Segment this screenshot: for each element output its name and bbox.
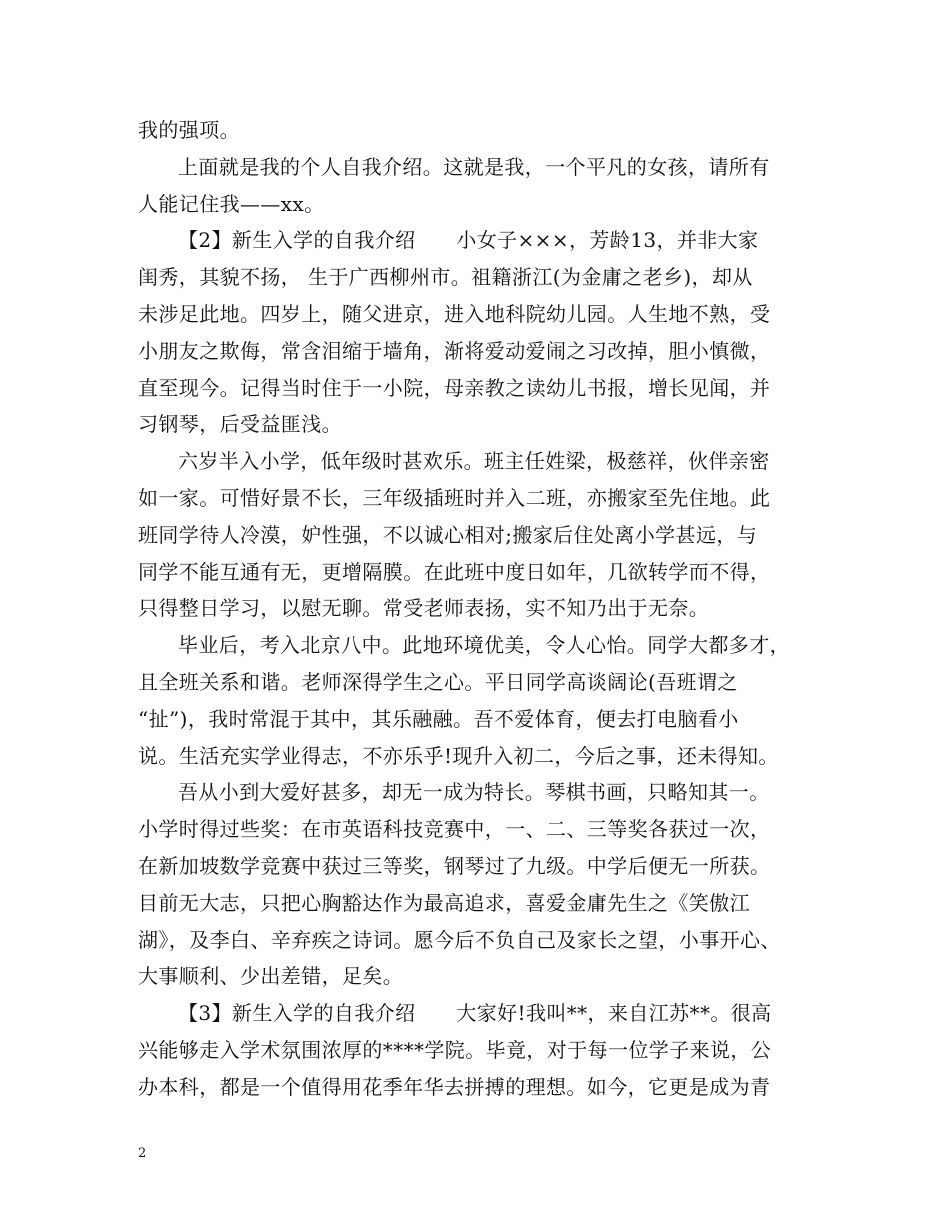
text-line: 六岁半入小学，低年级时甚欢乐。班主任姓梁，极慈祥，伙伴亲密 <box>178 449 770 474</box>
text-line: 习钢琴，后受益匪浅。 <box>138 412 342 437</box>
text-line: 【3】新生入学的自我介绍 大家好!我叫**，来自江苏**。很高 <box>178 1001 772 1026</box>
body-text <box>138 112 828 1106</box>
text-line: 吾从小到大爱好甚多，却无一成为特长。琴棋书画，只略知其一。 <box>178 780 770 805</box>
text-line: 说。生活充实学业得志，不亦乐乎!现升入初二，今后之事，还未得知。 <box>138 743 779 768</box>
text-line: 大事顺利、少出差错，足矣。 <box>138 964 404 989</box>
text-line: 上面就是我的个人自我介绍。这就是我，一个平凡的女孩，请所有 <box>178 154 770 179</box>
text-line: 我的强项。 <box>138 118 240 142</box>
text-line: 班同学待人冷漠，妒性强，不以诚心相对;搬家后住处离小学甚远，与 <box>138 522 758 547</box>
text-line: 小朋友之欺侮，常含泪缩于墙角，渐将爱动爱闹之习改掉，胆小慎微， <box>138 338 771 363</box>
text-line: 办本科，都是一个值得用花季年华去拼搏的理想。如今，它更是成为青 <box>138 1074 771 1099</box>
page-number: 2 <box>138 1146 147 1161</box>
text-line: 【2】新生入学的自我介绍 小女子×××，芳龄13，并非大家 <box>178 228 759 253</box>
text-line: 只得整日学习，以慰无聊。常受老师表扬，实不知乃出于无奈。 <box>138 596 710 621</box>
text-line: 在新加坡数学竞赛中获过三等奖，钢琴过了九级。中学后便无一所获。 <box>138 853 771 878</box>
text-line: 且全班关系和谐。老师深得学生之心。平日同学高谈阔论(吾班谓之 <box>138 669 738 694</box>
text-line: “扯”)，我时常混于其中，其乐融融。吾不爱体育，便去打电脑看小 <box>138 706 739 731</box>
text-line: 毕业后，考入北京八中。此地环境优美，令人心怡。同学大都多才， <box>178 633 790 658</box>
text-line: 湖》，及李白、辛弃疾之诗词。愿今后不负自己及家长之望，小事开心、 <box>138 927 781 952</box>
text-line: 直至现今。记得当时住于一小院，母亲教之读幼儿书报，增长见闻，并 <box>138 375 771 400</box>
text-line: 小学时得过些奖：在市英语科技竞赛中，一、二、三等奖各获过一次， <box>138 817 771 842</box>
text-line: 目前无大志，只把心胸豁达作为最高追求，喜爱金庸先生之《笑傲江 <box>138 890 750 915</box>
text-line: 如一家。可惜好景不长，三年级插班时并入二班，亦搬家至先住地。此 <box>138 485 771 510</box>
text-line: 未涉足此地。四岁上，随父进京，进入地科院幼儿园。人生地不熟，受 <box>138 301 771 326</box>
text-line: 闺秀，其貌不扬， 生于广西柳州市。祖籍浙江(为金庸之老乡)，却从 <box>138 265 753 290</box>
text-line: 兴能够走入学术氛围浓厚的****学院。毕竟，对于每一位学子来说，公 <box>138 1037 772 1062</box>
text-line: 人能记住我——xx。 <box>138 191 325 216</box>
text-line: 同学不能互通有无，更增隔膜。在此班中度日如年，几欲转学而不得， <box>138 559 771 584</box>
